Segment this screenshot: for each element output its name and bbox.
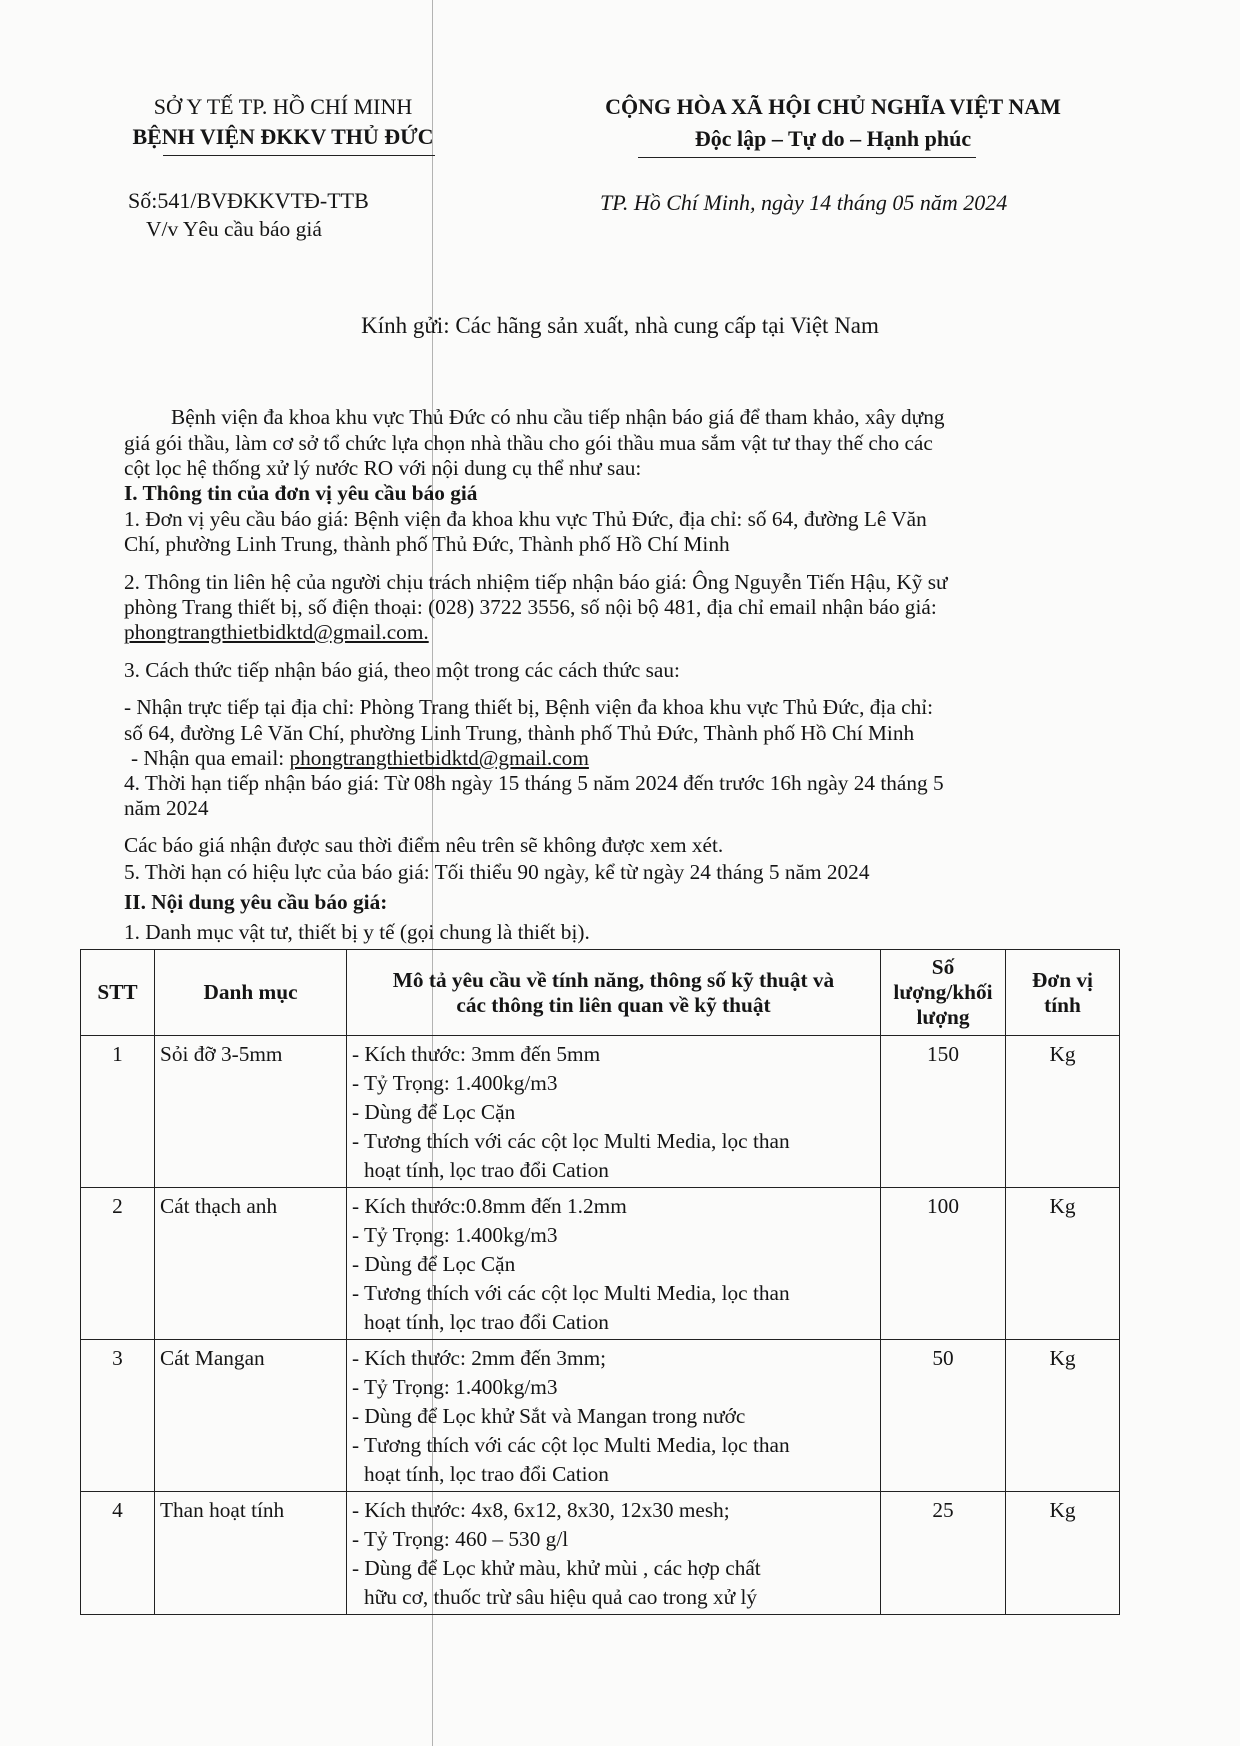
desc-line: hoạt tính, lọc trao đổi Cation: [364, 1158, 609, 1182]
s3-line-4: [131, 746, 589, 771]
document-number: Số:541/BVĐKKVTĐ-TTB: [128, 188, 369, 213]
row-unit: Kg: [1006, 1492, 1120, 1615]
s4-line-2: năm 2024: [124, 796, 209, 820]
s1-line-2: Chí, phường Linh Trung, thành phố Thủ Đức, Thành phố Hồ Chí Minh: [124, 532, 730, 556]
org-underline: [163, 155, 435, 156]
table-header-row: [81, 950, 1120, 1036]
row-unit: Kg: [1006, 1036, 1120, 1188]
section-2-title: II. Nội dung yêu cầu báo giá:: [124, 890, 388, 914]
s3-line-2: - Nhận trực tiếp tại địa chỉ: Phòng Trang thiết bị, Bệnh viện đa khoa khu vực Thủ Đức, địa chỉ:: [124, 695, 934, 719]
row-description: [347, 1492, 881, 1615]
row-description: [347, 1188, 881, 1340]
intro-line-2: giá gói thầu, làm cơ sở tổ chức lựa chọn nhà thầu cho gói thầu mua sắm vật tư thay thế cho các: [124, 431, 933, 455]
row-name: Cát thạch anh: [155, 1188, 347, 1340]
desc-line: - Tương thích với các cột lọc Multi Media, lọc than: [352, 1433, 790, 1457]
header-quantity-line-3: lượng: [916, 1005, 970, 1029]
row-stt: 2: [81, 1188, 155, 1340]
row-stt: 4: [81, 1492, 155, 1615]
intro-line-1: Bệnh viện đa khoa khu vực Thủ Đức có nhu cầu tiếp nhận báo giá để tham khảo, xây dựng: [171, 405, 945, 429]
header-unit-line-1: Đơn vị: [1032, 967, 1093, 992]
s5-line-1: 5. Thời hạn có hiệu lực của báo giá: Tối thiểu 90 ngày, kể từ ngày 24 tháng 5 năm 2024: [124, 860, 870, 884]
nation-line-2: Độc lập – Tự do – Hạnh phúc: [694, 126, 972, 151]
recipient-line: Kính gửi: Các hãng sản xuất, nhà cung cấp tại Việt Nam: [361, 313, 879, 338]
s4-line-3: Các báo giá nhận được sau thời điểm nêu trên sẽ không được xem xét.: [124, 833, 724, 857]
row-description: [347, 1340, 881, 1492]
table-row: [81, 1036, 1120, 1188]
s4-line-1: 4. Thời hạn tiếp nhận báo giá: Từ 08h ngày 15 tháng 5 năm 2024 đến trước 16h ngày 24 tháng 5: [124, 771, 944, 795]
s3-line-1: 3. Cách thức tiếp nhận báo giá, theo một trong các cách thức sau:: [124, 658, 680, 682]
intro-line-3: cột lọc hệ thống xử lý nước RO với nội dung cụ thể như sau:: [124, 456, 642, 480]
desc-line: - Kích thước: 3mm đến 5mm: [352, 1042, 601, 1066]
table-row: [81, 1492, 1120, 1615]
s6-line-1: 1. Danh mục vật tư, thiết bị y tế (gọi chung là thiết bị).: [124, 920, 590, 944]
header-unit-line-2: tính: [1044, 992, 1081, 1017]
header-quantity: [881, 950, 1006, 1036]
row-quantity: 50: [881, 1340, 1006, 1492]
row-quantity: 150: [881, 1036, 1006, 1188]
s3-email-prefix: - Nhận qua email:: [131, 746, 290, 770]
desc-line: - Dùng để Lọc Cặn: [352, 1252, 516, 1276]
row-quantity: 25: [881, 1492, 1006, 1615]
row-description: [347, 1036, 881, 1188]
section-1-title: I. Thông tin của đơn vị yêu cầu báo giá: [124, 481, 478, 505]
row-quantity: 100: [881, 1188, 1006, 1340]
header-name: Danh mục: [155, 950, 347, 1036]
table-row: [81, 1188, 1120, 1340]
desc-line: - Tỷ Trọng: 1.400kg/m3: [352, 1223, 558, 1247]
row-unit: Kg: [1006, 1188, 1120, 1340]
desc-line: - Tỷ Trọng: 460 – 530 g/l: [352, 1527, 569, 1551]
org-line-2: BỆNH VIỆN ĐKKV THỦ ĐỨC: [132, 124, 434, 149]
desc-line: hoạt tính, lọc trao đổi Cation: [364, 1462, 609, 1486]
header-quantity-line-1: Số: [931, 955, 955, 979]
s1-line-1: 1. Đơn vị yêu cầu báo giá: Bệnh viện đa khoa khu vực Thủ Đức, địa chỉ: số 64, đường Lê Văn: [124, 507, 927, 531]
desc-line: hữu cơ, thuốc trừ sâu hiệu quả cao trong xử lý: [364, 1585, 758, 1609]
row-stt: 3: [81, 1340, 155, 1492]
desc-line: - Tương thích với các cột lọc Multi Media, lọc than: [352, 1281, 790, 1305]
nation-line-1: CỘNG HÒA XÃ HỘI CHỦ NGHĨA VIỆT NAM: [605, 94, 1061, 119]
row-name: Than hoạt tính: [155, 1492, 347, 1615]
s2-email-link[interactable]: phongtrangthietbidktd@gmail.com.: [124, 620, 429, 644]
desc-line: - Tỷ Trọng: 1.400kg/m3: [352, 1071, 558, 1095]
row-stt: 1: [81, 1036, 155, 1188]
s2-line-1: 2. Thông tin liên hệ của người chịu trách nhiệm tiếp nhận báo giá: Ông Nguyễn Tiến Hậu, Kỹ sư: [124, 570, 948, 594]
org-line-1: SỞ Y TẾ TP. HỒ CHÍ MINH: [153, 94, 413, 119]
header-description-line-2: các thông tin liên quan về kỹ thuật: [456, 992, 771, 1017]
desc-line: - Kích thước: 4x8, 6x12, 8x30, 12x30 mesh;: [352, 1498, 730, 1522]
row-name: Sỏi đỡ 3-5mm: [155, 1036, 347, 1188]
row-unit: Kg: [1006, 1340, 1120, 1492]
header-unit: [1006, 950, 1120, 1036]
desc-line: - Tương thích với các cột lọc Multi Media, lọc than: [352, 1129, 790, 1153]
header-quantity-line-2: lượng/khối: [893, 980, 993, 1004]
s3-email-link[interactable]: phongtrangthietbidktd@gmail.com: [289, 746, 589, 770]
row-name: Cát Mangan: [155, 1340, 347, 1492]
place-and-date: TP. Hồ Chí Minh, ngày 14 tháng 05 năm 2024: [600, 190, 1008, 215]
s3-line-3: số 64, đường Lê Văn Chí, phường Linh Trung, thành phố Thủ Đức, Thành phố Hồ Chí Minh: [124, 721, 915, 745]
header-description: [347, 950, 881, 1036]
desc-line: hoạt tính, lọc trao đổi Cation: [364, 1310, 609, 1334]
items-table: [80, 949, 1120, 1615]
desc-line: - Kích thước:0.8mm đến 1.2mm: [352, 1194, 627, 1218]
desc-line: - Dùng để Lọc Cặn: [352, 1100, 516, 1124]
s2-line-2: phòng Trang thiết bị, số điện thoại: (028) 3722 3556, số nội bộ 481, địa chỉ email nhận báo giá:: [124, 595, 937, 619]
header-stt: STT: [81, 950, 155, 1036]
nation-underline: [638, 157, 976, 158]
desc-line: - Dùng để Lọc khử màu, khử mùi , các hợp chất: [352, 1556, 761, 1580]
desc-line: - Kích thước: 2mm đến 3mm;: [352, 1346, 607, 1370]
header-description-line-1: Mô tả yêu cầu về tính năng, thông số kỹ thuật và: [392, 967, 835, 992]
table-row: [81, 1340, 1120, 1492]
desc-line: - Tỷ Trọng: 1.400kg/m3: [352, 1375, 558, 1399]
document-subject: V/v Yêu cầu báo giá: [146, 217, 322, 241]
desc-line: - Dùng để Lọc khử Sắt và Mangan trong nước: [352, 1404, 746, 1428]
